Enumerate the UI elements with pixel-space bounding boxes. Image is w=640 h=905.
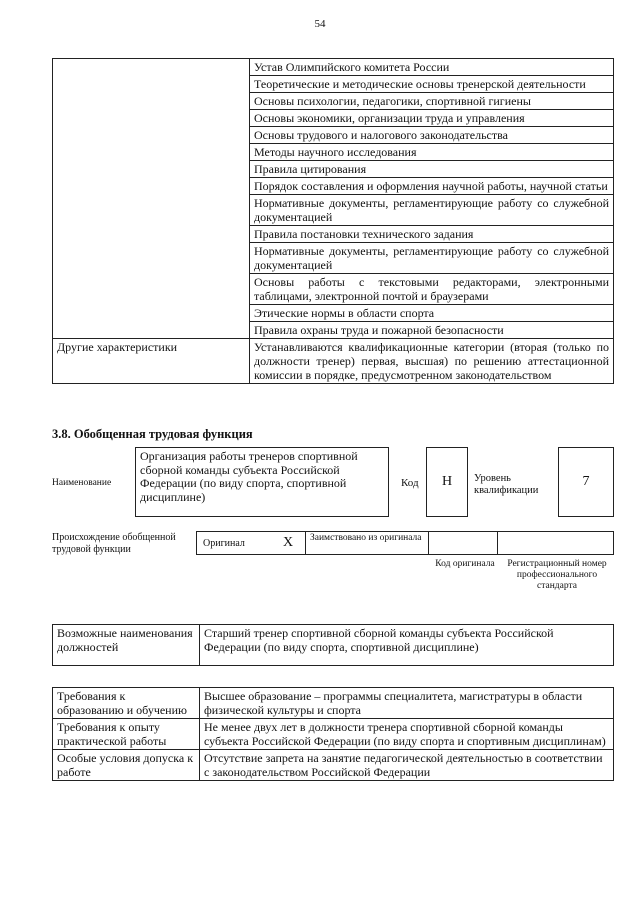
section-title: 3.8. Обобщенная трудовая функция [52,427,253,441]
positions-table [52,624,614,666]
knowledge-item: Правила постановки технического задания [250,226,614,243]
borrowed-label: Заимствовано из оригинала [310,533,422,543]
knowledge-item: Порядок составления и оформления научной работы, научной статьи [250,178,614,195]
requirement-label: Требования к опыту практической работы [53,719,200,750]
knowledge-item: Теоретические и методические основы тренерской деятельности [250,76,614,93]
knowledge-item: Основы трудового и налогового законодательства [250,127,614,144]
knowledge-item: Нормативные документы, регламентирующие работу со служебной документацией [250,243,614,274]
knowledge-left-cell [53,59,250,339]
positions-label: Возможные наименования должностей [53,625,200,666]
requirement-row [53,750,614,781]
qualification-level-box: 7 [558,447,614,517]
requirement-row [53,688,614,719]
other-characteristics-row [53,339,614,384]
knowledge-item: Нормативные документы, регламентирующие работу со служебной документацией [250,195,614,226]
origin-label: Происхождение обобщенной трудовой функции [52,532,176,555]
registration-caption: Регистрационный номер профессионального стандарта [507,559,607,591]
original-mark: X [283,535,294,550]
knowledge-item: Этические нормы в области спорта [250,305,614,322]
original-cell [196,531,306,555]
requirement-value: Отсутствие запрета на занятие педагогической деятельностью в соответствии с законодательством Российской Федерации [200,750,614,781]
positions-row [53,625,614,666]
requirement-value: Не менее двух лет в должности тренера спортивной сборной команды субъекта Российской Федерации (по виду спорта и спортивным дисциплинам) [200,719,614,750]
requirement-row [53,719,614,750]
borrowed-cell [305,531,429,555]
requirement-label: Требования к образованию и обучению [53,688,200,719]
original-code-cell [428,531,498,555]
page-number: 54 [314,18,326,30]
positions-value: Старший тренер спортивной сборной команды субъекта Российской Федерации (по виду спорта, спортивной дисциплине) [200,625,614,666]
code-caption: Код оригинала [435,559,495,569]
origin-row [196,531,614,555]
requirement-value: Высшее образование – программы специалитета, магистратуры в области физической культуры и спорта [200,688,614,719]
code-label: Код [401,477,419,489]
original-label: Оригинал [203,538,245,549]
knowledge-item: Методы научного исследования [250,144,614,161]
knowledge-table [52,58,614,384]
knowledge-item: Основы психологии, педагогики, спортивной гигиены [250,93,614,110]
knowledge-item: Правила цитирования [250,161,614,178]
knowledge-item: Основы экономики, организации труда и управления [250,110,614,127]
requirements-table [52,687,614,781]
knowledge-item: Правила охраны труда и пожарной безопасности [250,322,614,339]
name-label: Наименование [52,478,112,488]
qualification-level-label: Уровень квалификации [474,473,539,496]
other-characteristics-value: Устанавливаются квалификационные категории (вторая (только по должности тренер) первая, высшая) по решению аттестационной комиссии в порядке, предусмотренном законодательством [250,339,614,384]
knowledge-item: Основы работы с текстовыми редакторами, электронными таблицами, электронной почтой и браузерами [250,274,614,305]
requirement-label: Особые условия допуска к работе [53,750,200,781]
code-value-box: H [426,447,468,517]
knowledge-item: Устав Олимпийского комитета России [250,59,614,76]
other-characteristics-label: Другие характеристики [53,339,250,384]
registration-number-cell [497,531,614,555]
function-name-box: Организация работы тренеров спортивной сборной команды субъекта Российской Федерации (по виду спорта, спортивной дисциплине) [135,447,389,517]
knowledge-row [53,59,614,76]
